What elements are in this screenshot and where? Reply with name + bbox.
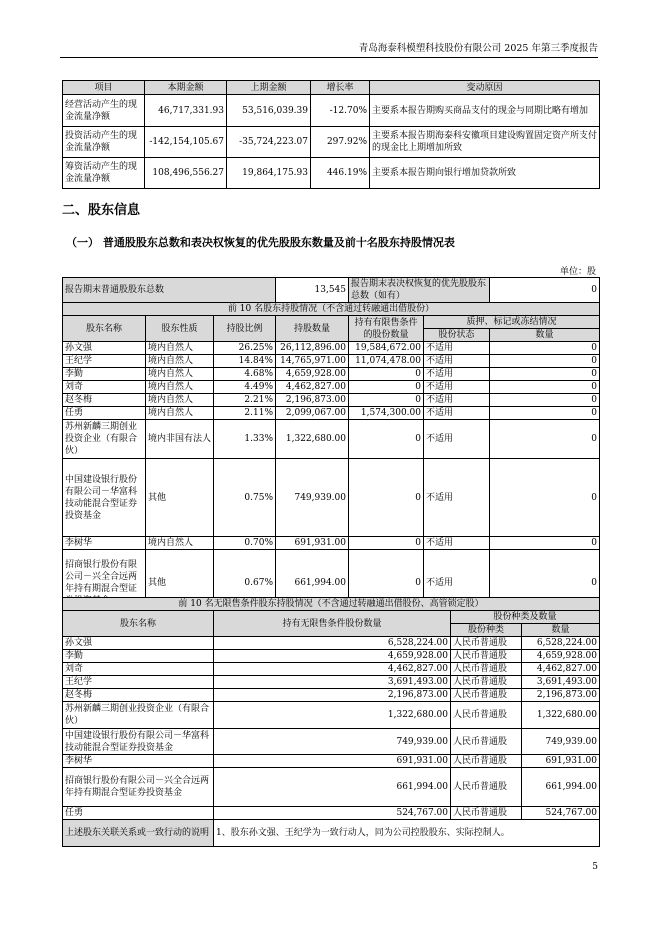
pledge-status: 不适用 (424, 537, 490, 550)
cashflow-header-prior: 上期金额 (227, 81, 311, 95)
shareholder-qty: 4,462,827.00 (276, 381, 349, 394)
header-restricted: 持有有限售条件的股份数量 (349, 316, 424, 342)
shareholder-nature: 其他 (146, 550, 214, 616)
header-count: 数量 (490, 329, 600, 342)
shareholder-restricted: 0 (349, 537, 424, 550)
table-row (63, 768, 600, 807)
holder-qty: 524,767.00 (214, 807, 451, 820)
shareholder-name: 苏州新麟三期创业投资企业（有限合伙） (63, 420, 146, 459)
table-row (63, 394, 600, 407)
shareholder-name: 孙文强 (63, 342, 146, 355)
shareholder-name: 赵冬梅 (63, 394, 146, 407)
top10-banner: 前 10 名股东持股情况（不含通过转融通出借股份） (63, 303, 600, 316)
holder-name: 中国建设银行股份有限公司－华富科技动能混合型证券投资基金 (63, 729, 214, 755)
totals-row (63, 278, 600, 303)
shareholder-name: 李树华 (63, 537, 146, 550)
holder-name: 任勇 (63, 807, 214, 820)
shareholder-qty: 691,931.00 (276, 537, 349, 550)
table-row (63, 381, 600, 394)
cashflow-table (62, 80, 600, 189)
header-name: 股东名称 (63, 316, 146, 342)
shareholder-qty: 749,939.00 (276, 459, 349, 537)
note-label: 上述股东关联关系或一致行动的说明 (63, 820, 214, 847)
cashflow-prior: 53,516,039.39 (227, 95, 311, 127)
pledge-count: 0 (490, 459, 600, 537)
pledge-status: 不适用 (424, 550, 490, 616)
table-row (63, 355, 600, 368)
shareholder-qty: 26,112,896.00 (276, 342, 349, 355)
table-row (63, 637, 600, 650)
share-type: 人民币普通股 (451, 637, 522, 650)
header-qty: 持有无限售条件股份数量 (214, 611, 451, 637)
cashflow-growth: 297.92% (311, 127, 370, 158)
shareholder-ratio: 4.68% (214, 368, 276, 381)
share-qty: 4,462,827.00 (522, 663, 600, 676)
shareholder-name: 中国建设银行股份有限公司－华富科技动能混合型证券投资基金 (63, 459, 146, 537)
shareholder-restricted: 0 (349, 420, 424, 459)
subsection-title: （一） 普通股股东总数和表决权恢复的优先股股东数量及前十名股东持股情况表 (66, 236, 455, 249)
share-qty: 2,196,873.00 (522, 689, 600, 702)
shareholder-name: 李勤 (63, 368, 146, 381)
cashflow-reason: 主要系本报告期购买商品支付的现金与同期比略有增加 (370, 95, 600, 127)
cashflow-growth: 446.19% (311, 158, 370, 189)
shareholder-restricted: 1,574,300.00 (349, 407, 424, 420)
pledge-status: 不适用 (424, 368, 490, 381)
shareholder-restricted: 0 (349, 381, 424, 394)
share-qty: 3,691,493.00 (522, 676, 600, 689)
holder-qty: 749,939.00 (214, 729, 451, 755)
share-type: 人民币普通股 (451, 702, 522, 729)
share-qty: 691,931.00 (522, 755, 600, 768)
banner-row (63, 303, 600, 316)
header-pledge: 质押、标记或冻结情况 (424, 316, 600, 329)
header-row (63, 611, 600, 624)
pledge-count: 0 (490, 550, 600, 616)
holder-qty: 661,994.00 (214, 768, 451, 807)
shareholder-qty: 2,099,067.00 (276, 407, 349, 420)
shareholder-name: 王纪学 (63, 355, 146, 368)
pledge-count: 0 (490, 537, 600, 550)
header-ratio: 持股比例 (214, 316, 276, 342)
share-qty: 749,939.00 (522, 729, 600, 755)
table-row (63, 158, 600, 189)
share-type: 人民币普通股 (451, 755, 522, 768)
cashflow-current: -142,154,105.67 (145, 127, 227, 158)
shareholder-ratio: 1.33% (214, 420, 276, 459)
pledge-count: 0 (490, 420, 600, 459)
cashflow-header-row (63, 81, 600, 95)
pledge-status: 不适用 (424, 459, 490, 537)
top10-body (63, 342, 600, 616)
table-row (63, 650, 600, 663)
pledge-status: 不适用 (424, 394, 490, 407)
cashflow-current: 46,717,331.93 (145, 95, 227, 127)
shareholder-restricted: 0 (349, 368, 424, 381)
share-type: 人民币普通股 (451, 676, 522, 689)
table-row (63, 127, 600, 158)
cashflow-current: 108,496,556.27 (145, 158, 227, 189)
pledge-count: 0 (490, 407, 600, 420)
holder-name: 李勤 (63, 650, 214, 663)
shareholder-qty: 2,196,873.00 (276, 394, 349, 407)
note-text: 1、股东孙文强、王纪学为一致行动人，同为公司控股股东、实际控制人。 (214, 820, 600, 847)
holder-qty: 6,528,224.00 (214, 637, 451, 650)
shareholder-ratio: 0.67% (214, 550, 276, 616)
holder-qty: 1,322,680.00 (214, 702, 451, 729)
share-qty: 524,767.00 (522, 807, 600, 820)
shareholder-ratio: 0.75% (214, 459, 276, 537)
holder-qty: 3,691,493.00 (214, 676, 451, 689)
cashflow-reason: 主要系本报告期向银行增加贷款所致 (370, 158, 600, 189)
table-row (63, 537, 600, 550)
shareholder-restricted: 19,584,672.00 (349, 342, 424, 355)
share-qty: 4,659,928.00 (522, 650, 600, 663)
header-nature: 股东性质 (146, 316, 214, 342)
header-kind-qty: 数量 (522, 624, 600, 637)
table-row (63, 420, 600, 459)
pledge-status: 不适用 (424, 381, 490, 394)
table-row (63, 663, 600, 676)
cashflow-growth: -12.70% (311, 95, 370, 127)
pledge-count: 0 (490, 342, 600, 355)
share-type: 人民币普通股 (451, 663, 522, 676)
total-holders-label: 报告期末普通股股东总数 (63, 278, 276, 303)
shareholder-ratio: 26.25% (214, 342, 276, 355)
pledge-count: 0 (490, 394, 600, 407)
header-kind: 股份种类及数量 (451, 611, 600, 624)
table-row (63, 95, 600, 127)
cashflow-item: 经营活动产生的现金流量净额 (63, 95, 145, 127)
holder-name: 苏州新麟三期创业投资企业（有限合伙） (63, 702, 214, 729)
share-qty: 1,322,680.00 (522, 702, 600, 729)
report-header-title: 青岛海泰科模塑科技股份有限公司 2025 年第三季度报告 (358, 43, 598, 54)
note-row (63, 820, 600, 847)
header-name: 股东名称 (63, 611, 214, 637)
share-qty: 6,528,224.00 (522, 637, 600, 650)
table-row (63, 702, 600, 729)
cashflow-prior: -35,724,223.07 (227, 127, 311, 158)
pledge-status: 不适用 (424, 355, 490, 368)
pledge-status: 不适用 (424, 407, 490, 420)
table-row (63, 676, 600, 689)
shareholder-name: 招商银行股份有限公司－兴全合远两年持有期混合型证 (63, 550, 146, 616)
holder-qty: 4,462,827.00 (214, 663, 451, 676)
shareholder-ratio: 2.21% (214, 394, 276, 407)
table-row (63, 807, 600, 820)
holder-qty: 691,931.00 (214, 755, 451, 768)
shareholder-nature: 境内自然人 (146, 381, 214, 394)
table-row (63, 729, 600, 755)
cashflow-header-growth: 增长率 (311, 81, 370, 95)
share-type: 人民币普通股 (451, 689, 522, 702)
table-row (63, 755, 600, 768)
shareholder-nature: 境内非国有法人 (146, 420, 214, 459)
holder-qty: 2,196,873.00 (214, 689, 451, 702)
shareholder-nature: 境内自然人 (146, 394, 214, 407)
header-kind-type: 股份种类 (451, 624, 522, 637)
shareholder-nature: 境内自然人 (146, 537, 214, 550)
table-row (63, 689, 600, 702)
holder-name: 王纪学 (63, 676, 214, 689)
shareholder-qty: 661,994.00 (276, 550, 349, 616)
header-row (63, 316, 600, 329)
shareholder-nature: 境内自然人 (146, 407, 214, 420)
table-row (63, 459, 600, 537)
shareholder-nature: 其他 (146, 459, 214, 537)
pref-holders-label: 报告期末表决权恢复的优先股股东总数（如有） (349, 278, 490, 303)
shareholder-nature: 境内自然人 (146, 355, 214, 368)
shareholder-qty: 4,659,928.00 (276, 368, 349, 381)
shareholder-restricted: 11,074,478.00 (349, 355, 424, 368)
shareholder-qty: 1,322,680.00 (276, 420, 349, 459)
shareholder-restricted: 0 (349, 459, 424, 537)
shareholder-name: 刘奇 (63, 381, 146, 394)
shareholder-restricted: 0 (349, 550, 424, 616)
unrestricted-body (63, 637, 600, 820)
holder-name: 孙文强 (63, 637, 214, 650)
cashflow-item: 筹资活动产生的现金流量净额 (63, 158, 145, 189)
pledge-count: 0 (490, 355, 600, 368)
shareholder-ratio: 14.84% (214, 355, 276, 368)
shareholder-qty: 14,765,971.00 (276, 355, 349, 368)
shareholder-name: 任勇 (63, 407, 146, 420)
top10-unrestricted-table (62, 597, 600, 847)
header-qty: 持股数量 (276, 316, 349, 342)
shareholder-nature: 境内自然人 (146, 368, 214, 381)
total-holders-value: 13,545 (276, 278, 349, 303)
shareholder-nature: 境内自然人 (146, 342, 214, 355)
shareholder-ratio: 2.11% (214, 407, 276, 420)
holder-name: 刘奇 (63, 663, 214, 676)
pledge-count: 0 (490, 368, 600, 381)
share-qty: 661,994.00 (522, 768, 600, 807)
section-title: 二、股东信息 (62, 203, 141, 218)
pledge-status: 不适用 (424, 420, 490, 459)
holder-qty: 4,659,928.00 (214, 650, 451, 663)
shareholder-ratio: 4.49% (214, 381, 276, 394)
header-status: 股份状态 (424, 329, 490, 342)
cashflow-header-item: 项目 (63, 81, 145, 95)
shareholder-restricted: 0 (349, 394, 424, 407)
shareholder-ratio: 0.70% (214, 537, 276, 550)
banner-row (63, 598, 600, 611)
table-row (63, 407, 600, 420)
table-row (63, 368, 600, 381)
holder-name: 李树华 (63, 755, 214, 768)
holder-name: 招商银行股份有限公司－兴全合远两年持有期混合型证券投资基金 (63, 768, 214, 807)
top10-shareholders-table (62, 277, 600, 616)
holder-name: 赵冬梅 (63, 689, 214, 702)
pref-holders-value: 0 (490, 278, 600, 303)
share-type: 人民币普通股 (451, 729, 522, 755)
cashflow-item: 投资活动产生的现金流量净额 (63, 127, 145, 158)
share-type: 人民币普通股 (451, 807, 522, 820)
table-row (63, 342, 600, 355)
cashflow-prior: 19,864,175.93 (227, 158, 311, 189)
cashflow-header-reason: 变动原因 (370, 81, 600, 95)
page-number: 5 (592, 862, 598, 872)
unit-label: 单位：股 (559, 267, 596, 277)
unrestricted-banner: 前 10 名无限售条件股东持股情况（不含通过转融通出借股份、高管锁定股） (63, 598, 600, 611)
pledge-count: 0 (490, 381, 600, 394)
cashflow-reason: 主要系本报告期海泰科安徽项目建设购置固定资产所支付的现金比上期增加所致 (370, 127, 600, 158)
share-type: 人民币普通股 (451, 650, 522, 663)
pledge-status: 不适用 (424, 342, 490, 355)
share-type: 人民币普通股 (451, 768, 522, 807)
cashflow-header-current: 本期金额 (145, 81, 227, 95)
header-divider (60, 57, 598, 58)
